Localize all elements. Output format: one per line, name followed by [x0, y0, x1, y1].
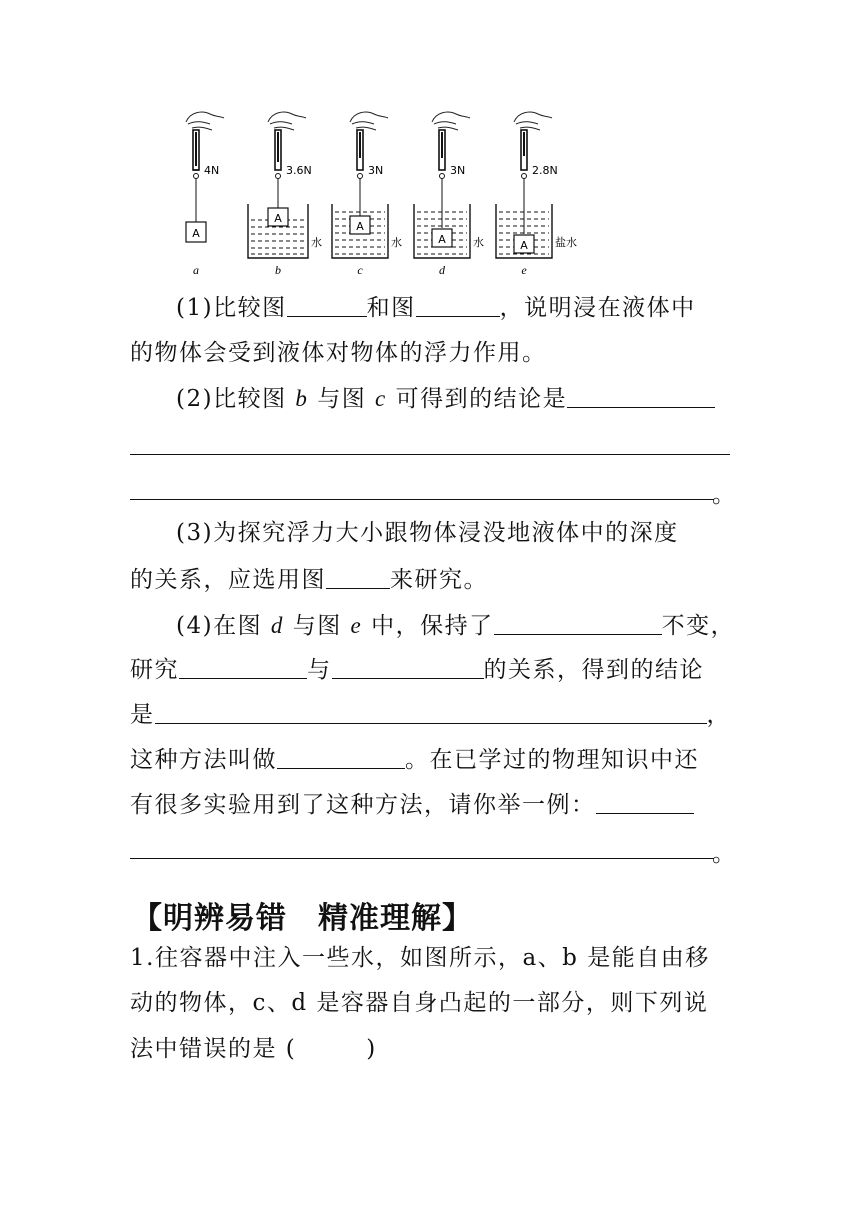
answer-blank[interactable] [277, 744, 405, 769]
answer-blank-line[interactable] [130, 498, 714, 500]
svg-text:A: A [274, 212, 282, 225]
period-mark: 。 [712, 841, 735, 867]
panel-letter: a [193, 263, 199, 277]
question-3-line-2: 的关系，应选用图 来研究。 [130, 564, 730, 595]
answer-blank-line[interactable] [130, 857, 714, 859]
answer-blank[interactable] [596, 789, 694, 814]
answer-blank[interactable] [179, 654, 307, 679]
block-label: A [192, 227, 200, 240]
liquid-label: 盐水 [555, 236, 577, 249]
question-1-line-2: 的物体会受到液体对物体的浮力作用。 [130, 340, 547, 366]
panel-e [496, 112, 577, 277]
mc-question-1-line-3: 法中错误的是 ( ) [130, 1036, 377, 1062]
scale-reading: 4N [204, 164, 220, 177]
answer-blank[interactable] [155, 699, 707, 724]
scale-reading: 3.6N [286, 164, 312, 177]
liquid-label: 水 [391, 236, 402, 249]
panel-letter: b [275, 263, 281, 277]
question-4-line-4: 这种方法叫做 。在已学过的物理知识中还 [130, 744, 730, 775]
question-3-line-1: (3)为探究浮力大小跟物体浸没地液体中的深度 [176, 520, 679, 546]
panel-a [186, 112, 224, 277]
hand-icon [186, 112, 224, 122]
answer-blank[interactable] [416, 292, 500, 317]
panel-letter: c [357, 263, 363, 277]
panel-d [414, 112, 484, 277]
panel-b [248, 112, 322, 277]
question-2-line-1: (2)比较图 b 与图 c 可得到的结论是 [176, 383, 730, 414]
answer-blank[interactable] [287, 292, 367, 317]
buoyancy-experiment-figure [160, 108, 600, 280]
scale-reading: 3N [450, 164, 466, 177]
mc-question-1-line-1: 1.往容器中注入一些水，如图所示，a、b 是能自由移 [130, 945, 710, 971]
panel-c [332, 112, 402, 277]
question-4-line-5: 有很多实验用到了这种方法，请你举一例： [130, 789, 730, 820]
mc-question-1-line-2: 动的物体，c、d 是容器自身凸起的一部分，则下列说 [130, 990, 709, 1016]
answer-blank-line[interactable] [130, 453, 730, 455]
section-heading: 【明辨易错 精准理解】 [132, 901, 473, 936]
answer-blank[interactable] [332, 654, 484, 679]
svg-text:A: A [438, 233, 446, 246]
question-1-line-1: (1)比较图 和图 ，说明浸在液体中 [176, 292, 730, 323]
panel-letter: d [439, 263, 445, 277]
period-mark: 。 [712, 482, 735, 508]
liquid-label: 水 [473, 236, 484, 249]
panel-letter: e [521, 263, 527, 277]
svg-text:A: A [520, 239, 528, 252]
buoyancy-figure-svg [160, 108, 600, 280]
question-4-line-1: (4)在图 d 与图 e 中，保持了 不变， [176, 610, 730, 641]
question-4-line-3: 是 ， [130, 699, 730, 730]
answer-blank[interactable] [494, 610, 662, 635]
question-4-line-2: 研究 与 的关系，得到的结论 [130, 654, 730, 685]
answer-blank[interactable] [326, 564, 390, 589]
answer-blank[interactable] [567, 383, 715, 408]
svg-text:A: A [356, 220, 364, 233]
liquid-label: 水 [311, 236, 322, 249]
scale-reading: 2.8N [532, 164, 558, 177]
scale-reading: 3N [368, 164, 384, 177]
